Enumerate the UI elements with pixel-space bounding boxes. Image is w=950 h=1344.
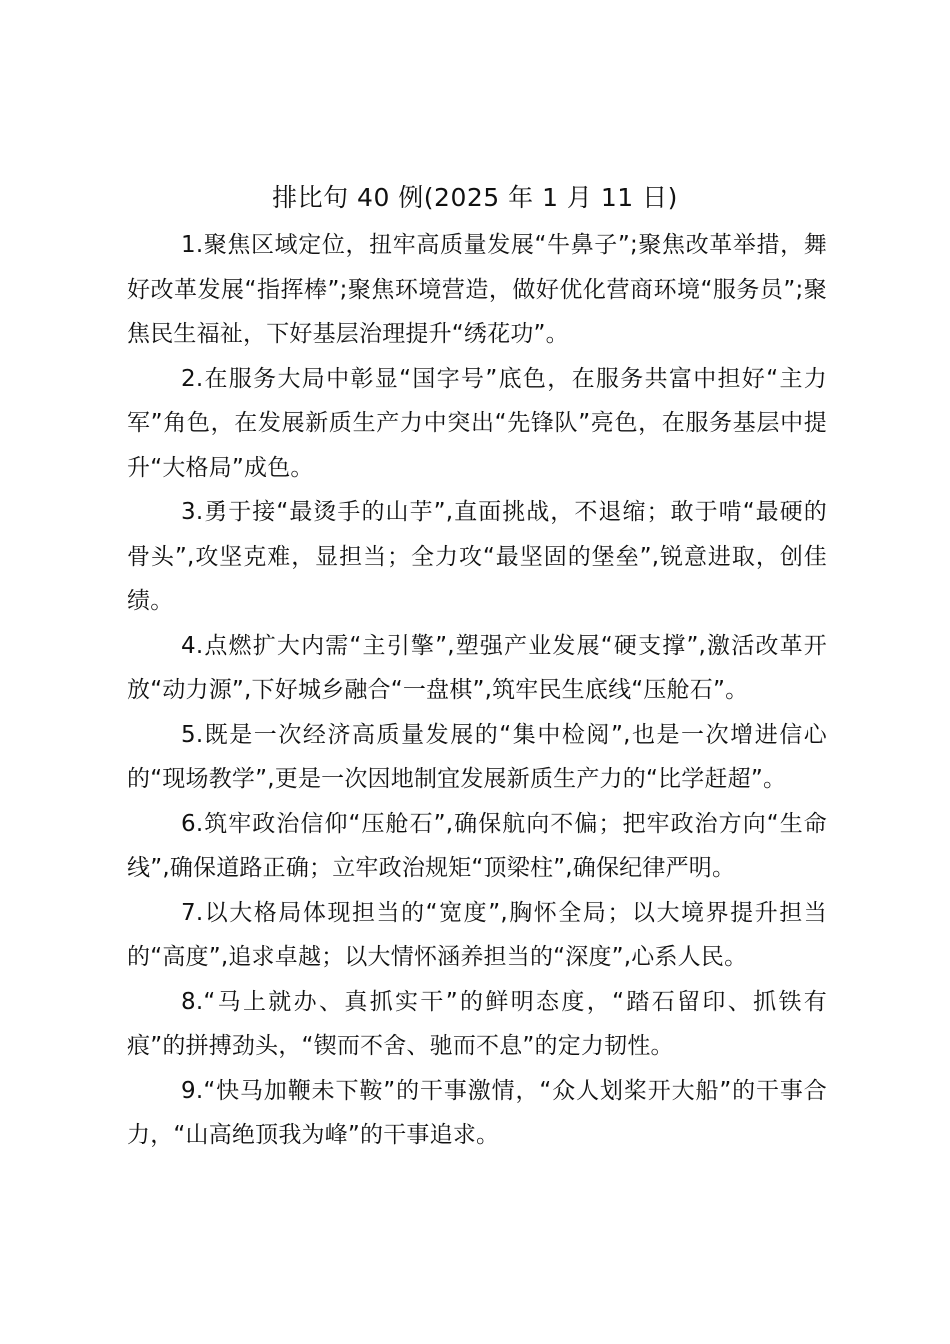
paragraph-6: 6.筑牢政治信仰“压舱石”,确保航向不偏；把牢政治方向“生命线”,确保道路正确；立牢政治规矩“顶梁柱”,确保纪律严明。: [127, 810, 827, 881]
document-title: 排比句 40 例(2025 年 1 月 11 日): [272, 183, 678, 212]
paragraph-1: 1.聚焦区域定位，扭牢高质量发展“牛鼻子”;聚焦改革举措，舞好改革发展“指挥棒”;聚焦环境营造，做好优化营商环境“服务员”;聚焦民生福祉，下好基层治理提升“绣花功”。: [127, 232, 827, 347]
paragraph-3: 3.勇于接“最烫手的山芋”,直面挑战，不退缩；敢于啃“最硬的骨头”,攻坚克难，显担当；全力攻“最坚固的堡垒”,锐意进取，创佳绩。: [127, 499, 827, 614]
paragraph-8: 8.“马上就办、真抓实干”的鲜明态度，“踏石留印、抓铁有痕”的拼搏劲头，“锲而不舍、驰而不息”的定力韧性。: [127, 988, 827, 1059]
paragraph-2: 2.在服务大局中彰显“国字号”底色，在服务共富中担好“主力军”角色，在发展新质生产力中突出“先锋队”亮色，在服务基层中提升“大格局”成色。: [127, 365, 827, 481]
paragraph-5: 5.既是一次经济高质量发展的“集中检阅”,也是一次增进信心的“现场教学”,更是一次因地制宜发展新质生产力的“比学赶超”。: [127, 721, 827, 792]
document-body: [127, 223, 827, 1158]
paragraph-7: 7.以大格局体现担当的“宽度”,胸怀全局；以大境界提升担当的“高度”,追求卓越；以大情怀涵养担当的“深度”,心系人民。: [127, 899, 827, 970]
paragraph-9: 9.“快马加鞭未下鞍”的干事激情，“众人划桨开大船”的干事合力，“山高绝顶我为峰”的干事追求。: [127, 1077, 827, 1148]
paragraph-4: 4.点燃扩大内需“主引擎”,塑强产业发展“硬支撑”,激活改革开放“动力源”,下好城乡融合“一盘棋”,筑牢民生底线“压舱石”。: [127, 632, 827, 703]
